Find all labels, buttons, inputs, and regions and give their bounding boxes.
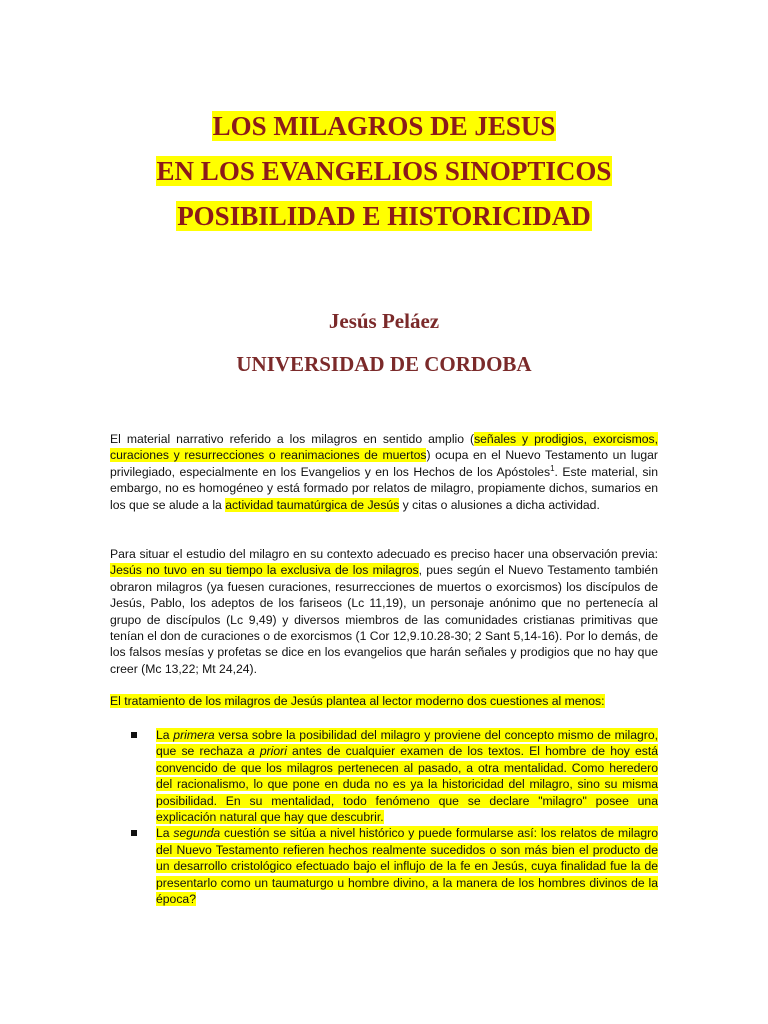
title-line-2: EN LOS EVANGELIOS SINOPTICOS: [156, 156, 612, 186]
highlight-treatment: El tratamiento de los milagros de Jesús plantea al lector moderno dos cuestiones al menos:: [110, 694, 605, 708]
questions-list: [131, 727, 658, 907]
document-title: [0, 112, 768, 247]
second-question-intro: La segunda cuestión se sitúa a nivel histórico y puede formularse así:: [156, 826, 541, 841]
title-line-1: LOS MILAGROS DE JESUS: [212, 111, 556, 141]
highlight-activity: actividad taumatúrgica de Jesús: [225, 497, 400, 512]
bullet-icon: [131, 830, 137, 836]
author-university: UNIVERSIDAD DE CORDOBA: [236, 352, 532, 376]
paragraph-3: [110, 693, 658, 709]
author-name: Jesús Peláez: [328, 309, 440, 333]
highlight-second-question: los relatos de milagro del Nuevo Testamento refieren hechos realmente sucedidos o son más bien el producto de un desarrollo cristológico efectuado bajo el influjo de la fe en Jesús, cuya finalidad fue la de presentarlo como un taumaturgo u hombre divino, a la manera de los hombres divinos de la época?: [156, 826, 658, 907]
paragraph-1: El material narrativo referido a los milagros en sentido amplio (señales y prodigios, exorcismos, curaciones y resurrecciones o reanimaciones de muertos) ocupa en el Nuevo Testamento un lugar privilegiado, especialmente en los Evangelios y en los Hechos de los Apóstoles$^1$. Este material, sin embargo, no es homogéneo y está formado por relatos de milagro, propiamente dichos, sumarios en los que se alude a la actividad taumatúrgica de Jesús y citas o alusiones a dicha actividad.: [110, 432, 659, 512]
list-item: [131, 727, 658, 825]
footnote-ref[interactable]: 1: [550, 463, 555, 473]
bullet-icon: [131, 732, 137, 738]
highlight-exclusive: Jesús no tuvo en su tiempo la exclusiva de los milagros: [110, 563, 419, 578]
title-line-3: POSIBILIDAD E HISTORICIDAD: [177, 201, 591, 231]
highlight-signs: señales y prodigios, exorcismos, curaciones y resurrecciones o reanimaciones de muertos: [110, 432, 658, 463]
first-question: La primera versa sobre la posibilidad del milagro y proviene del concepto mismo de milagro, que se rechaza a priori antes de cualquier examen de los textos. El hombre de hoy está convencido de que los milagros pertenecen al pasado, a otra mentalidad. Como heredero del racionalismo, lo que pone en duda no es ya la historicidad del milagro, sino su misma posibilidad. En su mentalidad, todo fenómeno que se declare "milagro" posee una explicación natural que hay que descubrir.: [156, 728, 658, 825]
paragraph-2: Para situar el estudio del milagro en su contexto adecuado es preciso hacer una observación previa: Jesús no tuvo en su tiempo la exclusiva de los milagros, pues según el Nuevo Testamento también obraron milagros (ya fuesen curaciones, resurrecciones de muertos o exorcismos) los discípulos de Jesús, Pablo, los adeptos de los fariseos (Lc 11,19), un personaje anónimo que no pertenecía al grupo de discípulos (Lc 9,49) y diversos miembros de las comunidades cristianas primitivas que tenían el don de curaciones o de exorcismos (1 Cor 12,9.10.28-30; 2 Sant 5,14-16). Por lo demás, de los falsos mesías y profetas se dice en los evangelios que harán señales y prodigios que no hay que creer (Mc 13,22; Mt 24,24).: [110, 547, 658, 676]
list-item: [131, 825, 658, 907]
